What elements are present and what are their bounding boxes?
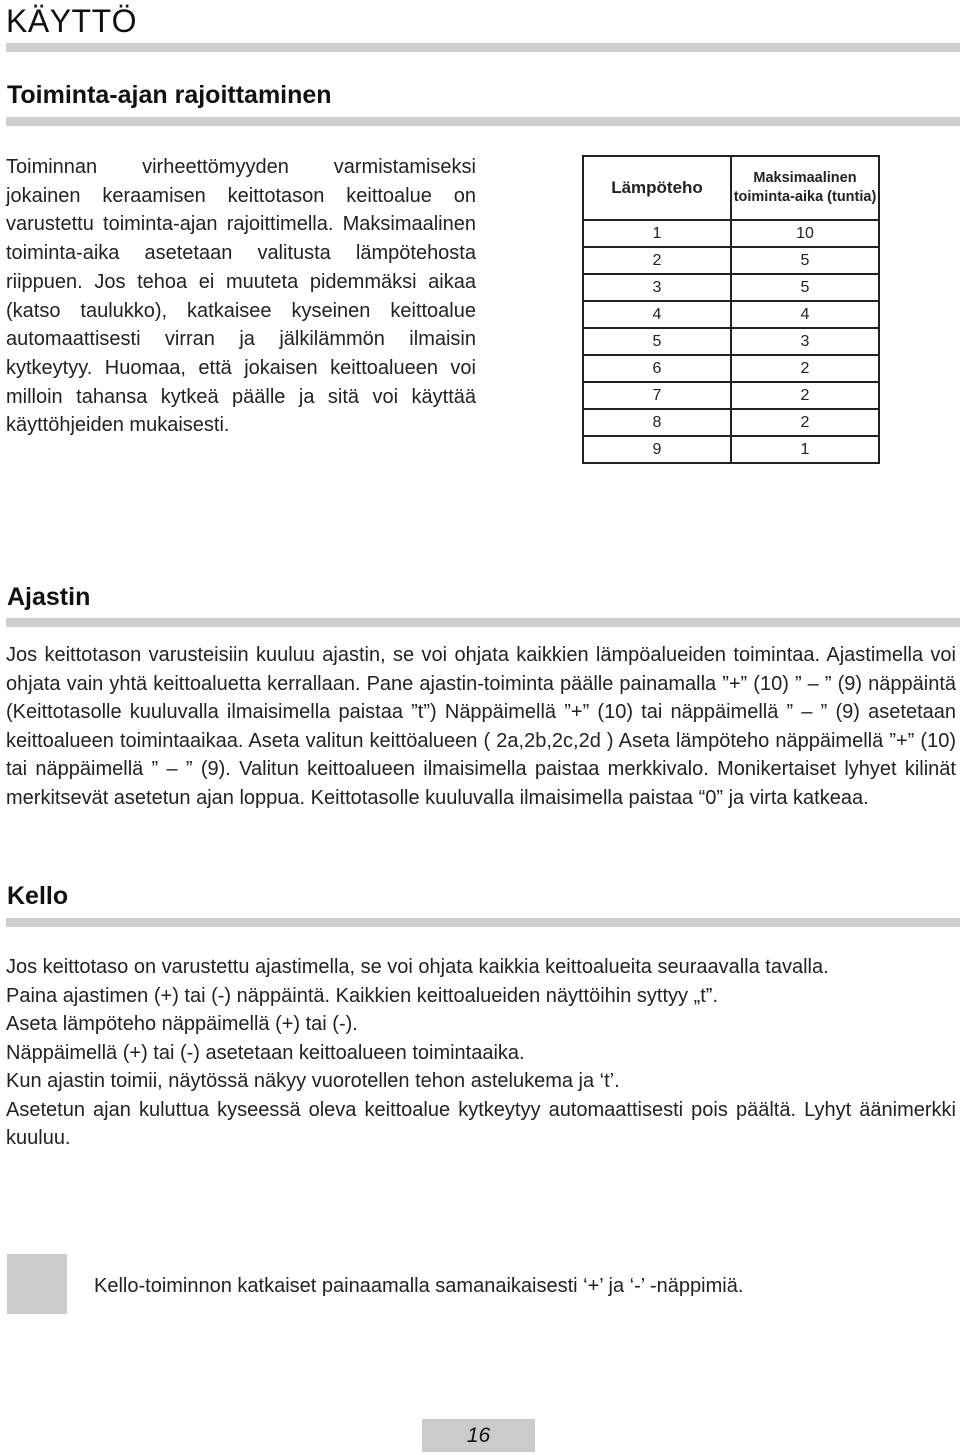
section-rule-time-limit — [6, 117, 960, 126]
timer-text: Jos keittotason varusteisiin kuuluu ajastin, se voi ohjata kaikkien lämpöalueiden toimintaa. Ajastimella voi ohjata vain yhtä keittoaluetta kerrallaan. Pane ajastin-toiminta päälle painamalla ”+” (10) ” – ” (9) näppäintä (Keittotasolle kuuluvalla ilmaisimella paistaa ”t”) Näppäimellä ”+” (10) tai näppäimellä ” – ” (9) asetetaan keittoalueen toimintaaikaa. Aseta valitun keittöalueen ( 2a,2b,2c,2d ) Aseta lämpöteho näppäimellä ”+” (10) tai näppäimellä ” – ” (9). Valitun keittoalueen ilmaisimella paistaa merkkivalo. Monikertaiset lyhyet kilinät merkitsevät asetetun ajan loppua. Keittotasolle kuuluvalla ilmaisimella paistaa “0” ja virta katkeaa. — [6, 644, 956, 809]
table-cell-time: 4 — [731, 301, 879, 328]
table-cell-power: 3 — [583, 274, 731, 301]
note-text: Kello-toiminnon katkaiset painaamalla samanaikaisesti ‘+’ ja ‘-’ -näppimiä. — [94, 1275, 744, 1297]
table-cell-time: 10 — [731, 220, 879, 247]
table-cell-power: 6 — [583, 355, 731, 382]
table-header-max-time: Maksimaalinen toiminta-aika (tuntia) — [731, 156, 879, 220]
table-cell-time: 2 — [731, 382, 879, 409]
page-number: 16 — [422, 1419, 535, 1452]
clock-line: Paina ajastimen (+) tai (-) näppäintä. Kaikkien keittoalueiden näyttöihin syttyy „t”. — [6, 984, 719, 1007]
table-row — [583, 274, 879, 301]
clock-line: Jos keittotaso on varustettu ajastimella, se voi ohjata kaikkia keittoalueita seuraavalla tavalla. — [6, 956, 829, 978]
table-cell-power: 1 — [583, 220, 731, 247]
clock-text — [6, 953, 956, 1153]
table-cell-power: 2 — [583, 247, 731, 274]
section-rule-timer — [6, 618, 960, 627]
table-cell-time: 1 — [731, 436, 879, 463]
title-rule — [6, 43, 960, 52]
section-heading-time-limit: Toiminta-ajan rajoittaminen — [7, 81, 332, 109]
table-cell-power: 4 — [583, 301, 731, 328]
section-rule-clock — [6, 918, 960, 927]
table-row — [583, 382, 879, 409]
table-row — [583, 409, 879, 436]
table-cell-power: 9 — [583, 436, 731, 463]
table-row — [583, 355, 879, 382]
table-header-power: Lämpöteho — [583, 156, 731, 220]
table-cell-power: 7 — [583, 382, 731, 409]
table-row — [583, 247, 879, 274]
table-row — [583, 220, 879, 247]
table-cell-power: 5 — [583, 328, 731, 355]
table-cell-power: 8 — [583, 409, 731, 436]
table-row — [583, 301, 879, 328]
section-heading-timer: Ajastin — [7, 583, 91, 611]
table-row — [583, 436, 879, 463]
note-marker — [7, 1254, 67, 1314]
clock-line: Aseta lämpöteho näppäimellä (+) tai (-). — [6, 1013, 358, 1035]
clock-line: Asetetun ajan kuluttua kyseessä oleva keittoalue kytkeytyy automaattisesti pois päältä. Lyhyt äänimerkki kuuluu. — [6, 1098, 956, 1149]
table-cell-time: 2 — [731, 355, 879, 382]
table-cell-time: 5 — [731, 274, 879, 301]
clock-line: Kun ajastin toimii, näytössä näkyy vuorotellen tehon astelukema ja ‘t’. — [6, 1070, 620, 1092]
clock-line: Näppäimellä (+) tai (-) asetetaan keittoalueen toimintaaika. — [6, 1041, 525, 1064]
section-heading-clock: Kello — [7, 882, 69, 910]
table-cell-time: 5 — [731, 247, 879, 274]
time-limit-table — [582, 155, 880, 464]
time-limit-text: Toiminnan virheettömyyden varmistamiseksi jokainen keraamisen keittotason keittoalue on varustettu toiminta-ajan rajoittimella. Maksimaalinen toiminta-aika asetetaan valitusta lämpötehosta riippuen. Jos tehoa ei muuteta pidemmäksi aikaa (katso taulukko), katkaisee kyseinen keittoalue automaattisesti virran ja jälkilämmön ilmaisin kytkeytyy. Huomaa, että jokaisen keittoalueen voi milloin tahansa kytkeä päälle ja sitä voi käyttää käyttöhjeiden mukaisesti. — [6, 156, 476, 437]
table-row — [583, 328, 879, 355]
table-header-row — [583, 156, 879, 220]
table-cell-time: 2 — [731, 409, 879, 436]
page-title: KÄYTTÖ — [6, 3, 138, 39]
table-cell-time: 3 — [731, 328, 879, 355]
